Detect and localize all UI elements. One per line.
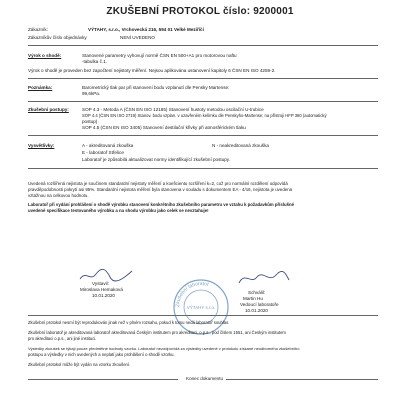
approver-name: Martin Hu — [243, 296, 263, 301]
footer-line-2: Zkušební laboratoř je akreditovaná laboratoř akreditovaná Českým institutem pro akreditaci, o.p.s., pod číslem 1551, ani Českým institutem — [28, 330, 286, 335]
explanations-label: Vysvětlivky: — [28, 143, 55, 148]
explanation-lab-capability: Laboratoř je způsobilá aktualizovat normy identifikující zkušební postupy. — [82, 157, 231, 162]
issuer-name: Miroslava Hemaková — [80, 287, 123, 292]
note-line-2: 99,6kPa. — [82, 91, 101, 96]
laboratory-stamp — [172, 278, 230, 336]
footer-line-4: Výsledky zkoušek se týkají pouze předmětné hodnoty vzorku. Laboratoř nezodpovídá za výsledky uvedené v protokolu získané neodborného zkušebního — [28, 346, 300, 351]
divider — [28, 135, 378, 136]
customer-value: VÝTAHY, s.r.o., Vrchovecká 216, 594 01 Velké Meziříčí — [88, 27, 204, 32]
product-line-2: -tabulka č.1. — [82, 59, 108, 64]
divider — [28, 78, 378, 79]
method-line-4: SOP 4.5 (ČSN EN ISO 3405) Stanovení destilační křivky při atmosférickém tlaku — [82, 125, 246, 130]
footer-line-1: Zkušební protokol nesmí být reprodukován jinak než v plném rozsahu, pokud k tomu nedá laboratoř souhlas. — [28, 320, 230, 325]
footer-line-3: pro akreditaci o.p.s., ani jiné instituci. — [28, 336, 97, 341]
issuer-date: 10.01.2020 — [92, 293, 115, 298]
method-line-3: postup) — [82, 119, 98, 124]
note-label: Poznámka: — [28, 85, 53, 90]
approver-signature — [236, 268, 292, 288]
explanation-non-accredited: N - neakreditovaná zkouška — [212, 143, 269, 148]
order-label: Zákazníkův číslo objednávky — [28, 35, 87, 40]
uncertainty-line-3: vztažnou na celkovou hodnotu. — [28, 193, 89, 198]
footer-line-5: postupu a výsledky v nich uvedených a neplatí jako prohlášení o shodě vzorku. — [28, 352, 175, 357]
notice-line-1: Laboratoř při vydání prohlášení o shodě výrobku stanovení konkrétního zkušebního parametru ve vztahu k požadavkům příslušné — [28, 202, 294, 207]
stamp-outer-text: Zkušební laboratoř — [174, 280, 210, 308]
product-line-1: Stanovené parametry vyhovují normě ČSN EN 500+A1 pro motorovou naftu — [82, 53, 237, 58]
page-title: ZKUŠEBNÍ PROTOKOL číslo: 9200001 — [106, 6, 294, 17]
customer-label: Zákazník: — [28, 27, 48, 32]
stamp-inner-text: VÝTAHY s.r.o. — [186, 305, 216, 310]
divider — [28, 315, 378, 316]
notice-line-2: uvedené specifikace testovaného výrobku a na shodu výrobku jako celek se nevztahuje! — [28, 208, 209, 213]
explanation-accredited: A - akreditovaná zkouška — [82, 143, 134, 148]
footer-line-6: Zkušební protokol může být vydán na vzorku zkoušení. — [28, 362, 131, 367]
approver-role: Schválil: — [248, 290, 266, 295]
note-line-1: Barometrický tlak par při stanovení bodu vzplanutí dle Pensky Martense: — [82, 85, 230, 90]
uncertainty-line-2: pravděpodobnosti pokrytí asi 95%. Standardní nejistota měření byla stanovena v souladu s dokumentem EA - 4/16, nejistota je uvedena — [28, 187, 293, 192]
end-of-document: Konec dokumentu — [186, 376, 224, 381]
approver-date: 10.01.2020 — [245, 308, 268, 313]
method-line-2: SOP 4.4 (ČSN EN ISO 2719) Stanov. bodu vzplan. v uzavřeném kelímku dle Penskyho-Martense; na přístroji HFP 360 (automatický — [82, 113, 327, 118]
methods-label: Zkušební postupy: — [28, 107, 69, 112]
divider — [28, 45, 378, 46]
order-value: NENÍ UVEDENO — [120, 35, 155, 40]
explanation-lab-location: E - laboratoř Střelice — [82, 150, 124, 155]
conformity-statement: Výrok o shodě je proveden bez započtení nejistoty měření. Nejsou aplikována ustanovení kapitoly 6 ČSN EN ISO 4259-2. — [28, 68, 276, 73]
issuer-signature — [76, 266, 136, 284]
end-divider-right — [226, 379, 378, 380]
product-label: Výrok o shodě: — [28, 53, 62, 58]
method-line-1: SOP 4.3 - Metoda A (ČSN EN ISO 12185) Stanovení hustoty metodou oscilační U-trubice — [82, 107, 264, 112]
end-divider-left — [28, 379, 178, 380]
divider — [28, 168, 378, 169]
divider — [28, 101, 378, 102]
approver-title: Vedoucí laboratoře — [240, 302, 279, 307]
uncertainty-line-1: Uvedená rozšířená nejistota je součinem standardní nejistoty měření a koeficientu rozšíření k=2, což pro normální rozdělení odpovídá — [28, 181, 288, 186]
issuer-role: Vystavil: — [92, 281, 109, 286]
